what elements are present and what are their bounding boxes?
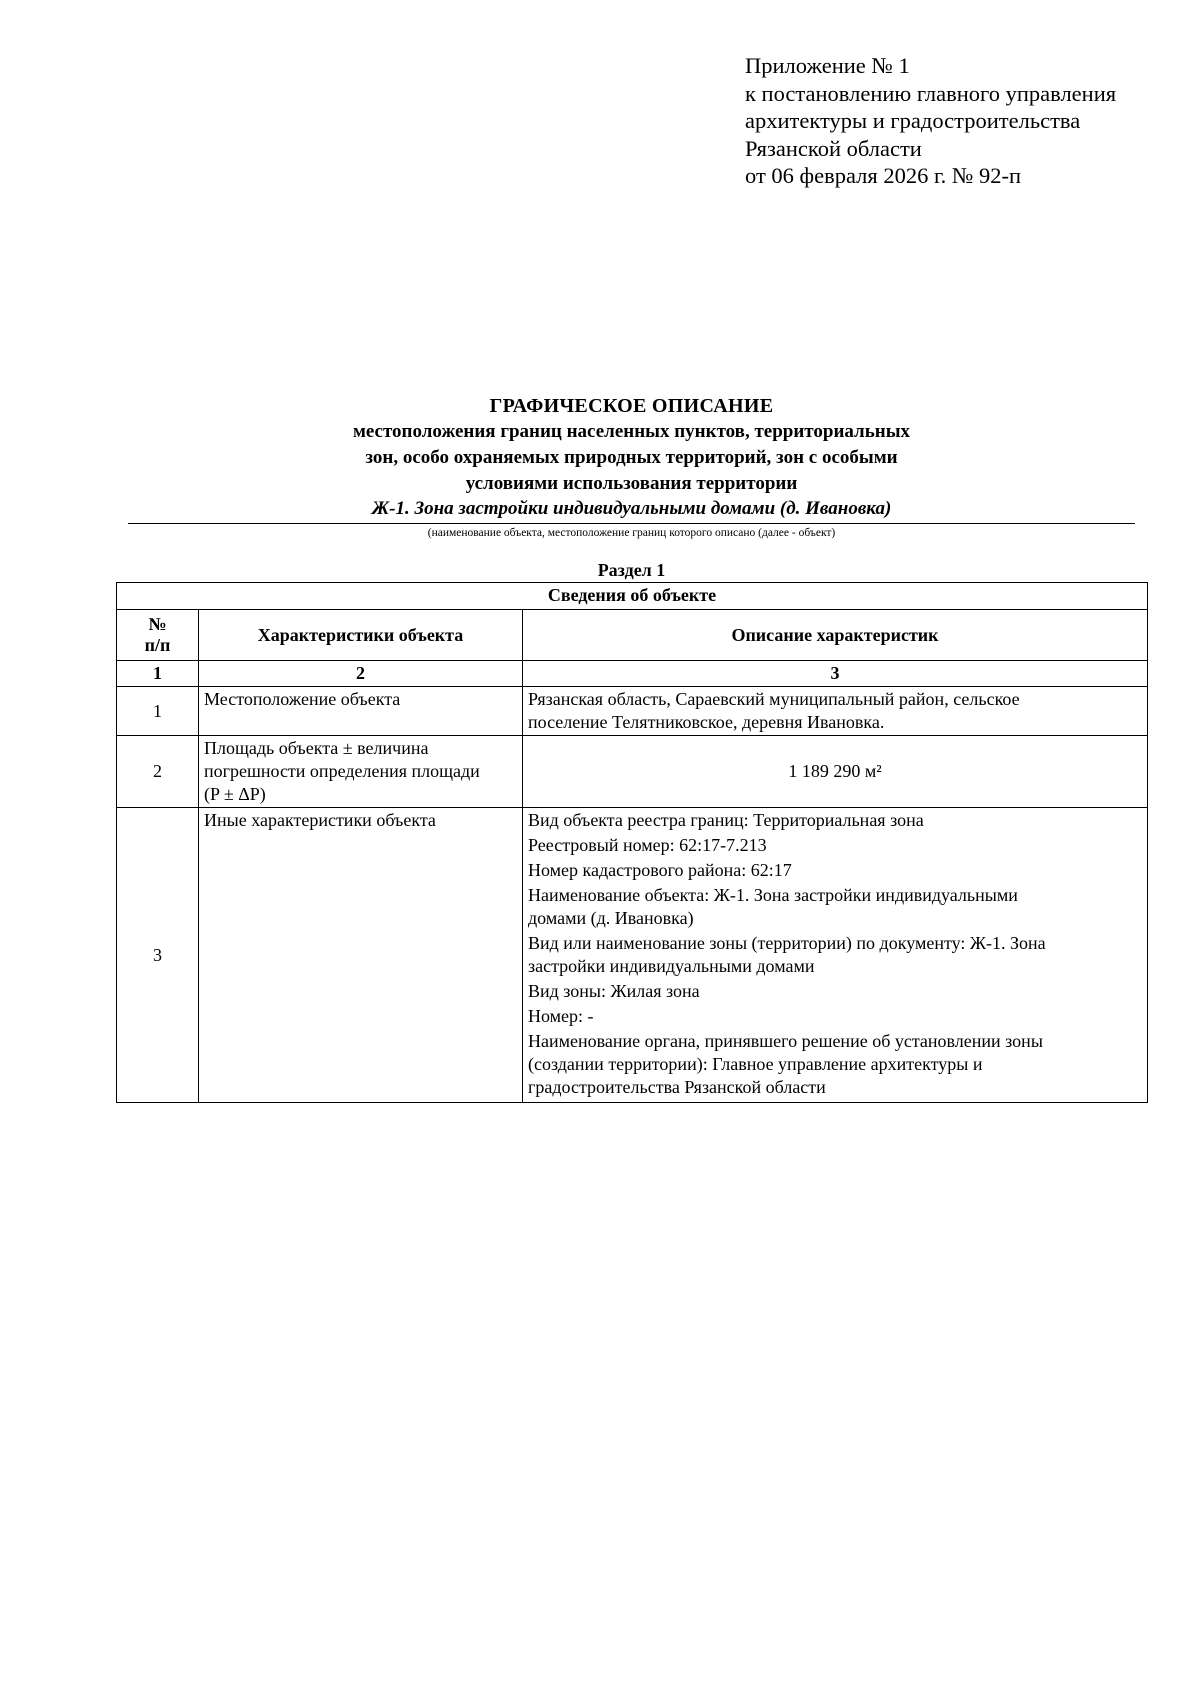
table-title: Сведения об объекте — [117, 583, 1148, 610]
object-name: Ж-1. Зона застройки индивидуальными домами (д. Ивановка) — [371, 498, 892, 519]
description-item — [528, 932, 1142, 978]
row-index: 2 — [117, 736, 199, 808]
description-item — [528, 1030, 1142, 1099]
description-text: Номер: - — [528, 1006, 594, 1026]
header-number-abbr: п/п — [144, 635, 171, 655]
header-characteristics: Характеристики объекта — [199, 610, 523, 661]
row-characteristic — [199, 687, 523, 736]
row-description — [523, 808, 1148, 1103]
description-item — [528, 1005, 1142, 1028]
column-number-row — [117, 661, 1148, 687]
title-main: ГРАФИЧЕСКОЕ ОПИСАНИЕ — [489, 395, 774, 417]
description-item — [528, 809, 1142, 832]
column-number: 3 — [523, 661, 1148, 687]
row-characteristic — [199, 736, 523, 808]
description-text: Вид объекта реестра границ: Территориальная зона — [528, 810, 924, 830]
appendix-line-resolution: к постановлению главного управления — [745, 80, 1117, 106]
description-item — [528, 859, 1142, 882]
characteristic-text: Иные характеристики объекта — [204, 810, 436, 830]
table-header-row — [117, 610, 1148, 661]
document-title — [128, 393, 1135, 521]
description-item — [528, 884, 1142, 930]
object-info-table — [116, 582, 1148, 1103]
description-text: Вид или наименование зоны (территории) по документу: Ж-1. Зона — [528, 933, 1046, 953]
description-text: Рязанская область, Сараевский муниципальный район, сельское — [528, 689, 1020, 709]
description-text: домами (д. Ивановка) — [528, 908, 694, 928]
column-number: 2 — [199, 661, 523, 687]
column-number: 1 — [117, 661, 199, 687]
object-name-caption: (наименование объекта, местоположение границ которого описано (далее - объект) — [427, 527, 836, 539]
row-index: 1 — [117, 687, 199, 736]
characteristic-text: Площадь объекта ± величина — [204, 738, 429, 758]
title-sub-line: зон, особо охраняемых природных территорий, зон с особыми — [365, 447, 898, 468]
description-text: Наименование органа, принявшего решение об установлении зоны — [528, 1031, 1043, 1051]
description-text: Наименование объекта: Ж-1. Зона застройки индивидуальными — [528, 885, 1018, 905]
description-text: Номер кадастрового района: 62:17 — [528, 860, 792, 880]
header-number-symbol: № — [148, 614, 167, 634]
description-text: застройки индивидуальными домами — [528, 956, 815, 976]
description-text: поселение Телятниковское, деревня Ивановка. — [528, 712, 885, 732]
description-text: Реестровый номер: 62:17-7.213 — [528, 835, 767, 855]
appendix-line-authority: архитектуры и градостроительства — [745, 108, 1081, 133]
title-underline — [128, 523, 1135, 524]
appendix-line-region: Рязанской области — [745, 135, 922, 161]
header-description: Описание характеристик — [523, 610, 1148, 661]
characteristic-text: (P ± ΔP) — [204, 784, 266, 804]
header-number — [117, 610, 199, 661]
table-row — [117, 687, 1148, 736]
appendix-line-date: от 06 февраля 2026 г. № 92-п — [745, 163, 1022, 188]
row-index: 3 — [117, 808, 199, 1103]
row-description — [523, 687, 1148, 736]
table-row — [117, 808, 1148, 1103]
table-title-row — [117, 583, 1148, 610]
row-characteristic — [199, 808, 523, 1103]
area-value: 1 189 290 м² — [523, 736, 1148, 808]
characteristic-text: Местоположение объекта — [204, 689, 401, 709]
title-sub-line: местоположения границ населенных пунктов, территориальных — [352, 421, 911, 442]
description-item — [528, 980, 1142, 1003]
title-sub-line: условиями использования территории — [465, 473, 798, 494]
description-text: Вид зоны: Жилая зона — [528, 981, 700, 1001]
description-text: градостроительства Рязанской области — [528, 1077, 826, 1097]
appendix-block — [745, 52, 1116, 190]
characteristic-text: погрешности определения площади — [204, 761, 480, 781]
description-text: (создании территории): Главное управление архитектуры и — [528, 1054, 983, 1074]
description-item — [528, 834, 1142, 857]
appendix-line-number: Приложение № 1 — [745, 53, 910, 78]
section-title: Раздел 1 — [597, 560, 666, 580]
table-row — [117, 736, 1148, 808]
